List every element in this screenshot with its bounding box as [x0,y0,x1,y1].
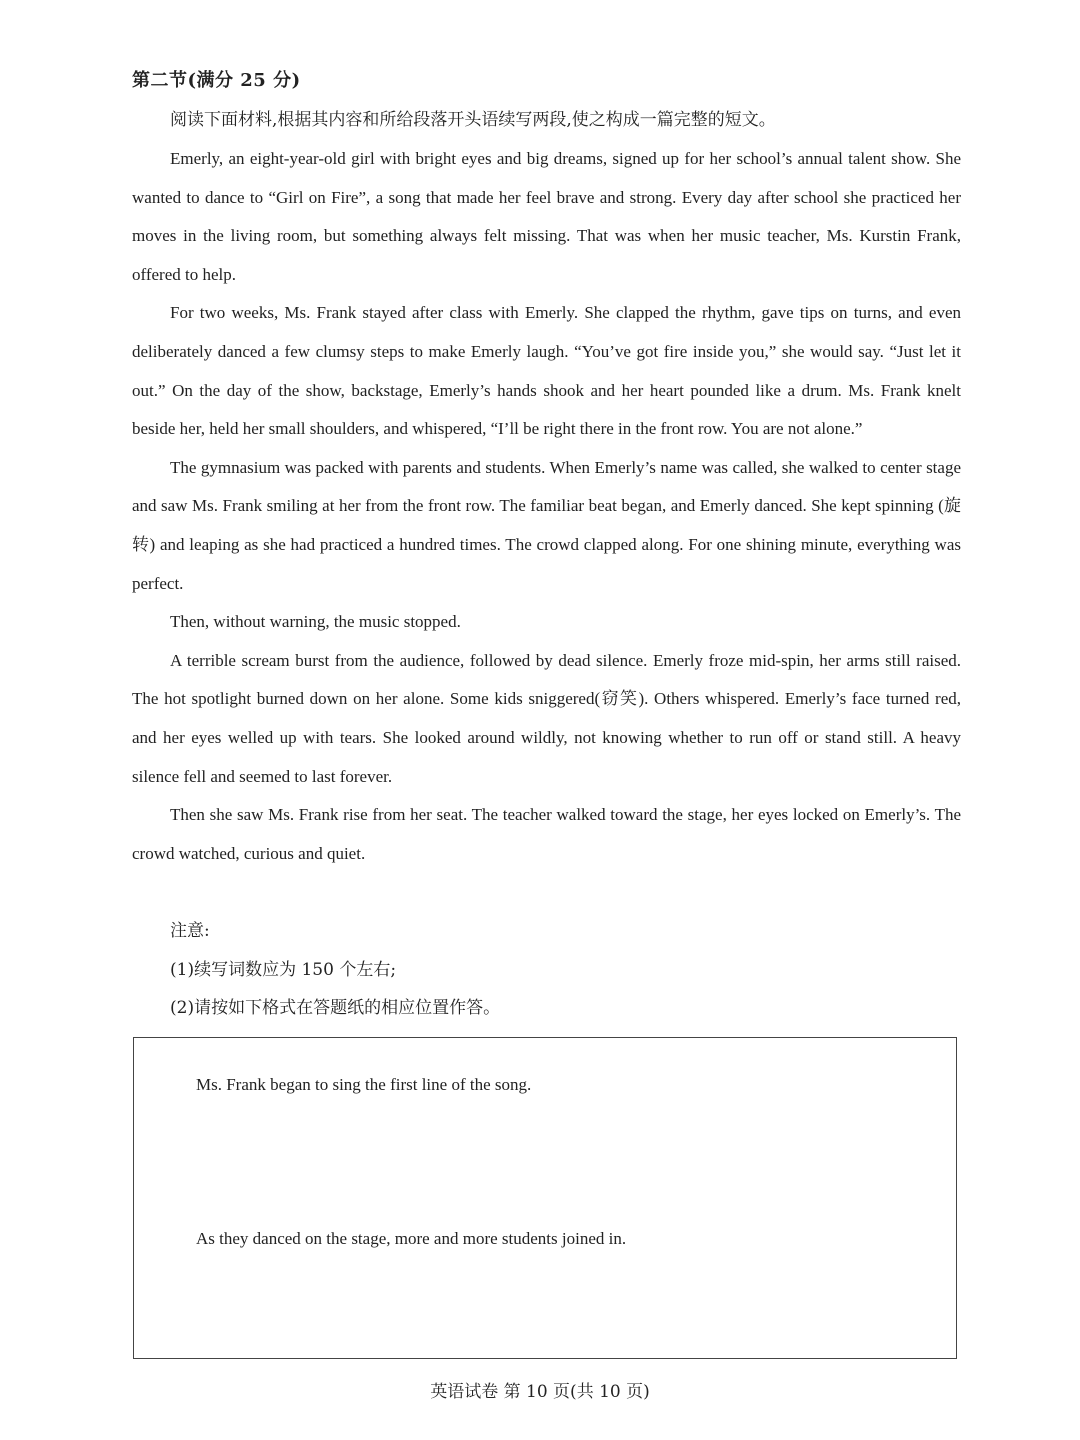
passage-paragraph-1: Emerly, an eight-year-old girl with bright eyes and big dreams, signed up for her school’s annual talent show. She wanted to dance to “Girl on Fire”, a song that made her feel brave and strong. Every day after school she practiced her moves in the living room, but something always felt missing. That was when her music teacher, Ms. Kurstin Frank, offered to help. [132,149,961,284]
passage-paragraph-4: Then, without warning, the music stopped. [170,612,461,632]
note-word-count: (1)续写词数应为 150 个左右; [170,959,397,980]
page-footer: 英语试卷 第 10 页(共 10 页) [430,1382,650,1402]
passage-paragraph-6: Then she saw Ms. Frank rise from her seat. The teacher walked toward the stage, her eyes locked on Emerly’s. The crowd watched, curious and quiet. [132,805,961,863]
passage-paragraph-5: A terrible scream burst from the audience, followed by dead silence. Emerly froze mid-spin, her arms still raised. The hot spotlight burned down on her alone. Some kids sniggered(窃笑). Others whispered. Emerly’s face turned red, and her eyes welled up with tears. She looked around wildly, not knowing whether to run off or stand still. A heavy silence fell and seemed to last forever. [132,650,961,786]
task-instruction: 阅读下面材料,根据其内容和所给段落开头语续写两段,使之构成一篇完整的短文。 [170,110,776,130]
note-answer-format: (2)请按如下格式在答题纸的相应位置作答。 [170,998,501,1019]
passage-paragraph-2: For two weeks, Ms. Frank stayed after class with Emerly. She clapped the rhythm, gave tips on turns, and even deliberately danced a few clumsy steps to make Emerly laugh. “You’ve got fire inside you,” she would say. “Just let it out.” On the day of the show, backstage, Emerly’s hands shook and her heart pounded like a drum. Ms. Frank knelt beside her, held her small shoulders, and whispered, “I’ll be right there in the front row. You are not alone.” [132,303,961,439]
paragraph-opening-2: As they danced on the stage, more and more students joined in. [196,1229,627,1248]
reading-passage [132,140,961,873]
answer-box [133,1037,957,1359]
notes-section [170,912,500,1028]
notes-title: 注意: [170,921,210,941]
paragraph-opening-1: Ms. Frank began to sing the first line of the song. [196,1075,532,1094]
passage-paragraph-3: The gymnasium was packed with parents and students. When Emerly’s name was called, she walked to center stage and saw Ms. Frank smiling at her from the front row. The familiar beat began, and Emerly danced. She kept spinning (旋转) and leaping as she had practiced a hundred times. The crowd clapped along. For one shining minute, everything was perfect. [132,457,961,593]
section-heading: 第二节(满分 25 分) [132,70,301,91]
